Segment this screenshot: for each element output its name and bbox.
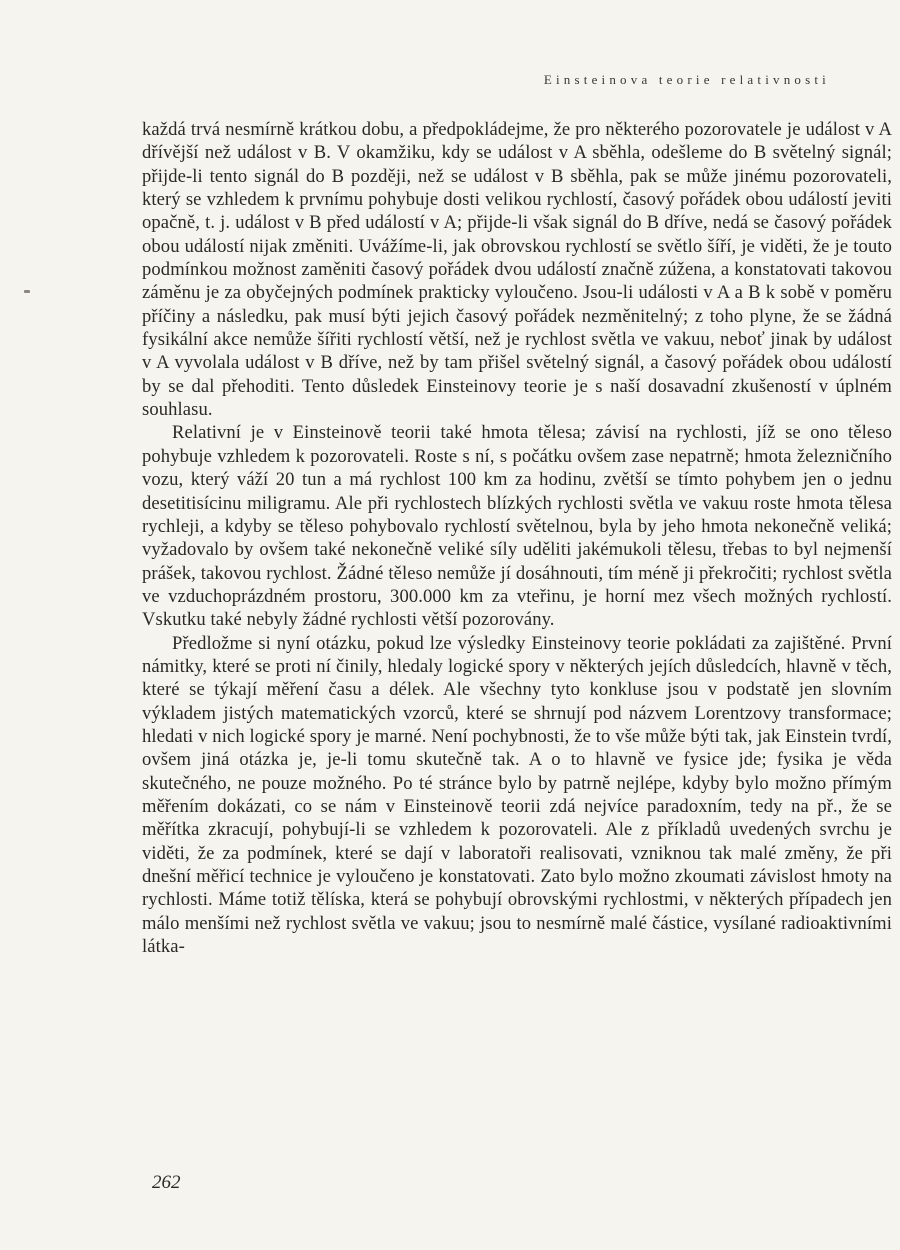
page-number: 262 (152, 1172, 181, 1193)
running-head: Einsteinova teorie relativnosti (543, 72, 830, 87)
paragraph-1: každá trvá nesmírně krátkou dobu, a předpokládejme, že pro některého pozorovatele je událost v A dřívější než událost v B. V okamžiku, kdy se událost v A sběhla, odešleme do B světelný signál; přijde-li tento signál do B později, než se událost v B sběhla, pak se může jinému pozorovateli, který se vzhledem k prvnímu pohybuje dosti velikou rychlostí, časový pořádek obou událostí jeviti opačně, t. j. událost v B před událostí v A; přijde-li však signál do B dříve, nedá se časový pořádek obou událostí nijak změniti. Uvážíme-li, jak obrovskou rychlostí se světlo šíří, je viděti, že je touto podmínkou možnost zaměniti časový pořádek dvou událostí značně zúžena, a konstatovati takovou záměnu je za obyčejných podmínek prakticky vyloučeno. Jsou-li události v A a B k sobě v poměru příčiny a následku, pak musí býti jejich časový pořádek nezměnitelný; z toho plyne, že se žádná fysikální akce nemůže šířiti rychlostí větší, než je rychlost světla ve vakuu, neboť jinak by událost v A vyvolala událost v B dříve, než by tam přišel světelný signál, a časový pořádek obou událostí by se dal přehoditi. Tento důsledek Einsteinovy teorie je s naší dosavadní zkušeností v úplném souhlasu. (142, 119, 892, 421)
body-text (142, 118, 892, 958)
margin-mark (24, 290, 30, 293)
paragraph-2: Relativní je v Einsteinově teorii také hmota tělesa; závisí na rychlosti, jíž se ono těleso pohybuje vzhledem k pozorovateli. Roste s ní, s počátku ovšem zase nepatrně; hmota železničního vozu, který váží 20 tun a má rychlost 100 km za hodinu, zvětší se tímto pohybem jen o jednu desetitisícinu miligramu. Ale při rychlostech blízkých rychlosti světla ve vakuu roste hmota tělesa rychleji, a kdyby se těleso pohybovalo rychlostí světelnou, byla by jeho hmota nekonečně veliká; vyžadovalo by ovšem také nekonečně veliké síly uděliti jakémukoli tělesu, třebas to byl nejmenší prášek, takovou rychlost. Žádné těleso nemůže jí dosáhnouti, tím méně ji překročiti; rychlost světla ve vzduchoprázdném prostoru, 300.000 km za vteřinu, je horní mez všech možných rychlostí. Vskutku také nebyly žádné rychlosti větší pozorovány. (142, 422, 892, 631)
paragraph-3: Předložme si nyní otázku, pokud lze výsledky Einsteinovy teorie pokládati za zajištěné. První námitky, které se proti ní činily, hledaly logické spory v některých jejích důsledcích, hlavně v těch, které se týkají měření času a délek. Ale všechny tyto konkluse jsou v podstatě jen slovním výkladem jistých matematických vzorců, které se shrnují pod názvem Lorentzovy transformace; hledati v nich logické spory je marné. Není pochybnosti, že to vše může býti tak, jak Einstein tvrdí, ovšem jiná otázka je, je-li tomu skutečně tak. A o to hlavně ve fysice jde; fysika je věda skutečného, ne pouze možného. Po té stránce bylo by patrně nejlépe, kdyby bylo možno přímým měřením dokázati, co se nám v Einsteinově teorii zdá nejvíce paradoxním, tedy na př., že se měřítka zkracují, pohybují-li se vzhledem k pozorovateli. Ale z příkladů uvedených svrchu je viděti, že za podmínek, které se dají v laboratoři realisovati, vzniknou tak malé změny, že při dnešní měřicí technice je vyloučeno je konstatovati. Zato bylo možno zkoumati závislost hmoty na rychlosti. Máme totiž tělíska, která se pohybují obrovskými rychlostmi, v některých případech jen málo menšími než rychlost světla ve vakuu; jsou to nesmírně malé částice, vysílané radioaktivními látka- (142, 632, 892, 958)
